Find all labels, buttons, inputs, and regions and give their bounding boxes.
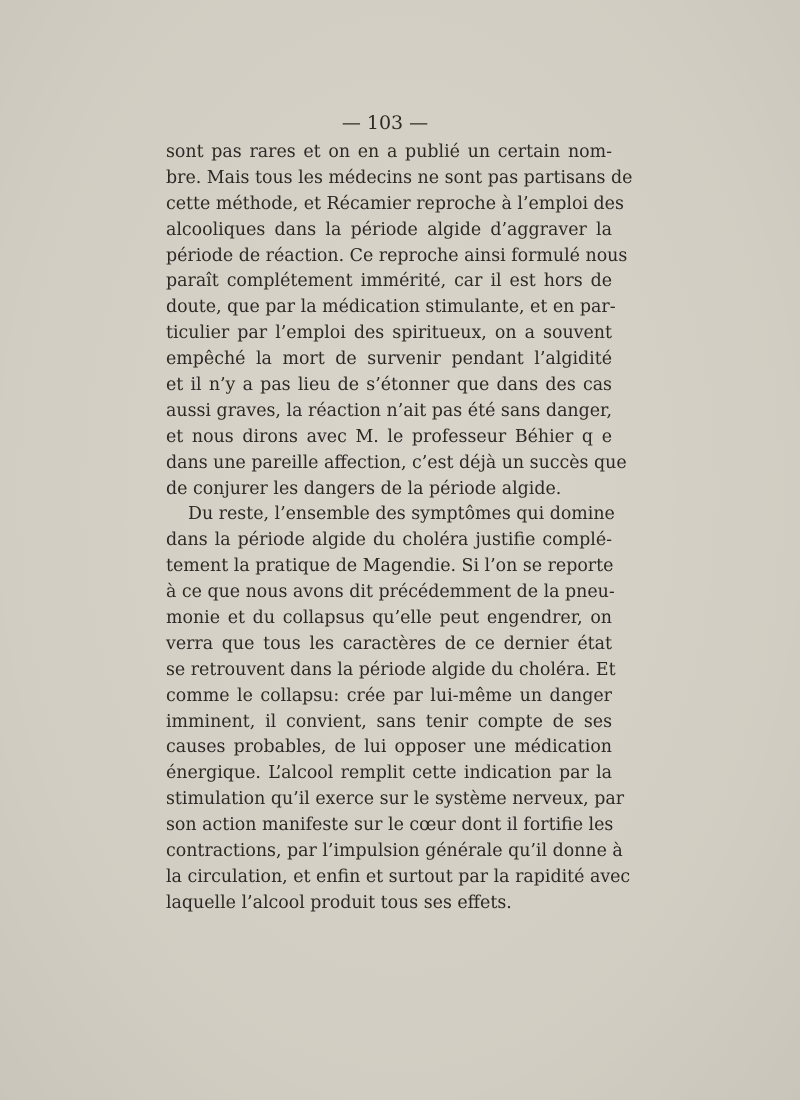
text-line: période de réaction. Ce reproche ainsi formulé nous xyxy=(166,245,628,266)
text-line: tement la pratique de Magendie. Si l’on se reporte xyxy=(166,556,614,577)
text-line: paraît complétement immérité, car il est hors de xyxy=(166,271,612,292)
text-line: sont pas rares et on en a publié un certain nom- xyxy=(166,142,612,162)
text-line: comme le collapsu: crée par lui-même un danger xyxy=(166,685,612,706)
text-line: énergique. L’alcool remplit cette indication par la xyxy=(166,763,612,784)
text-line: empêché la mort de survenir pendant l’algidité xyxy=(166,349,612,370)
text-line: verra que tous les caractères de ce dernier état xyxy=(166,633,612,654)
text-line: imminent, il convient, sans tenir compte de ses xyxy=(166,711,612,732)
text-line: dans une pareille affection, c’est déjà un succès que xyxy=(166,452,627,473)
text-line: de conjurer les dangers de la période algide. xyxy=(166,478,562,499)
text-line: stimulation qu’il exerce sur le système nerveux, par xyxy=(166,789,625,810)
text-line: alcooliques dans la période algide d’aggraver la xyxy=(166,219,612,240)
text-line: et il n’y a pas lieu de s’étonner que dans des cas xyxy=(166,375,612,396)
text-line: monie et du collapsus qu’elle peut engendrer, on xyxy=(166,608,612,629)
text-line: aussi graves, la réaction n’ait pas été sans danger, xyxy=(166,400,612,421)
text-line: dans la période algide du choléra justifie complé- xyxy=(166,530,612,551)
text-line: son action manifeste sur le cœur dont il fortifie les xyxy=(166,815,614,836)
text-line: contractions, par l’impulsion générale qu’il donne à xyxy=(166,841,623,862)
page-number: — 103 — xyxy=(341,112,429,134)
text-line: à ce que nous avons dit précédemment de la pneu- xyxy=(166,582,615,603)
text-line: et nous dirons avec M. le professeur Béhier q e xyxy=(166,426,612,447)
text-line: doute, que par la médication stimulante, et en par- xyxy=(166,297,616,318)
text-line: bre. Mais tous les médecins ne sont pas partisans de xyxy=(166,167,633,188)
text-line: la circulation, et enfin et surtout par la rapidité avec xyxy=(166,866,631,887)
text-line: laquelle l’alcool produit tous ses effets. xyxy=(166,892,512,913)
body-text xyxy=(166,140,633,917)
text-line: ticulier par l’emploi des spiritueux, on a souvent xyxy=(166,323,612,344)
text-line: causes probables, de lui opposer une médication xyxy=(166,737,612,758)
text-line: Du reste, l’ensemble des symptômes qui domine xyxy=(188,504,615,525)
text-line: se retrouvent dans la période algide du choléra. Et xyxy=(166,659,616,680)
text-line: cette méthode, et Récamier reproche à l’emploi des xyxy=(166,193,624,214)
